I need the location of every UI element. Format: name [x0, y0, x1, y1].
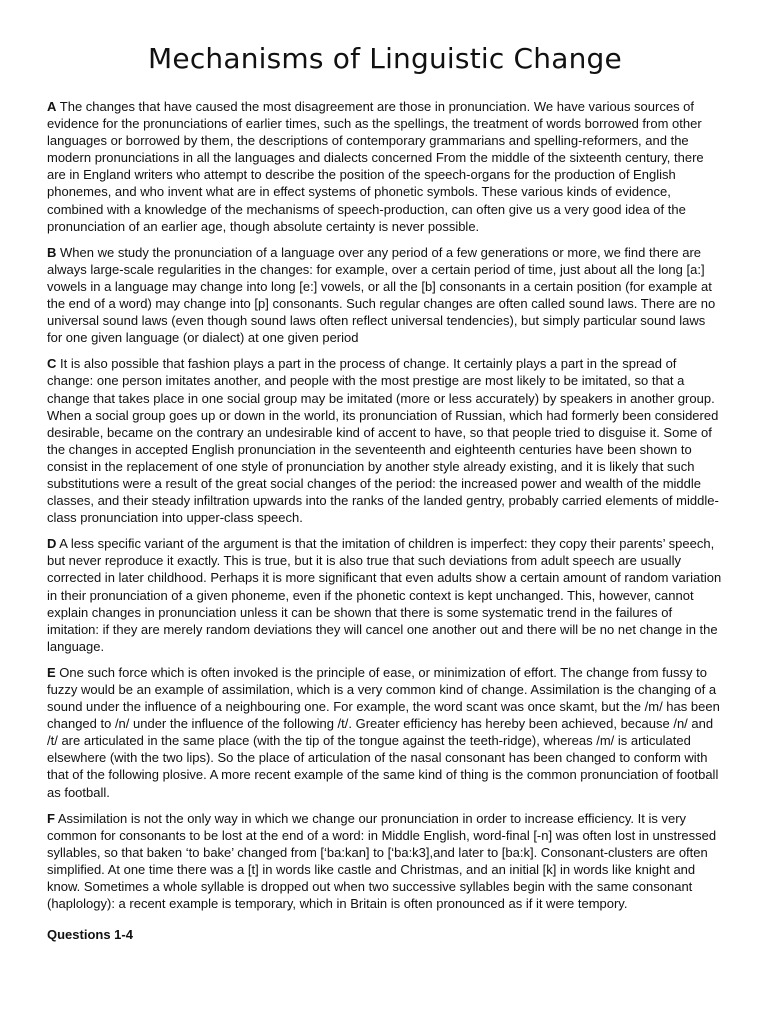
- paragraph-letter: F: [47, 810, 55, 826]
- paragraph-d: [47, 535, 723, 655]
- paragraph-letter: D: [47, 536, 57, 552]
- paragraph-b: [47, 244, 723, 347]
- paragraph-text: When we study the pronunciation of a language over any period of a few generations or more, we find there are always large-scale regularities in the changes: for example, over a certain period of time, just about all the long [a:] vowels in a language may change into long [e:] vowels, or all the [b] consonants in a certain position (for example at the end of a word) may change into [p] consonants. Such regular changes are often called sound laws. There are no universal sound laws (even though sound laws often reflect universal tendencies), but simply particular sound laws for one given language (or dialect) at one given period: [47, 244, 716, 346]
- paragraph-e: [47, 664, 723, 801]
- paragraph-text: It is also possible that fashion plays a part in the process of change. It certainly plays a part in the spread of change: one person imitates another, and people with the most prestige are most likely to be imitated, so that a change that takes place in one social group may be imitated (more or less accurately) by speakers in another group. When a social group goes up or down in the world, its pronunciation of Russian, which had formerly been considered desirable, became on the contrary an undesirable kind of accent to have, so that people tried to disguise it. Some of the changes in accepted English pronunciation in the seventeenth and eighteenth centuries have been shown to consist in the replacement of one style of pronunciation by another style already existing, and it is likely that such substitutions were a result of the great social changes of the period: the increased power and wealth of the middle classes, and their steady infiltration upwards into the ranks of the landed gentry, probably carried elements of middle-class pronunciation into upper-class speech.: [47, 356, 719, 526]
- paragraph-text: The changes that have caused the most disagreement are those in pronunciation. We have various sources of evidence for the pronunciations of earlier times, such as the spellings, the treatment of words borrowed from other languages or borrowed by them, the descriptions of contemporary grammarians and spelling-reformers, and the modern pronunciations in all the languages and dialects concerned From the middle of the sixteenth century, there are in England writers who attempt to describe the position of the speech-organs for the production of English phonemes, and who invent what are in effect systems of phonetic symbols. These various kinds of evidence, combined with a knowledge of the mechanisms of speech-production, can often give us a very good idea of the pronunciation of an earlier age, though absolute certainty is never possible.: [47, 99, 704, 234]
- paragraph-letter: A: [47, 99, 57, 114]
- document-page: [47, 40, 723, 943]
- paragraph-letter: E: [47, 664, 56, 680]
- paragraph-text: Assimilation is not the only way in which we change our pronunciation in order to increase efficiency. It is very common for consonants to be lost at the end of a word: in Middle English, word-final [-n] was often lost in unstressed syllables, so that baken ‘to bake’ changed from [‘ba:kan] to [‘ba:k3],and later to [ba:k]. Consonant-clusters are often simplified. At one time there was a [t] in words like castle and Christmas, and an initial [k] in words like knight and know. Sometimes a whole syllable is dropped out when two successive syllables begin with the same consonant (haplology): a recent example is temporary, which in Britain is often pronounced as if it were tempory.: [47, 810, 717, 912]
- paragraph-c: [47, 355, 723, 526]
- questions-heading: Questions 1-4: [47, 927, 133, 943]
- paragraph-letter: C: [47, 356, 57, 372]
- paragraph-letter: B: [47, 244, 57, 260]
- paragraph-text: One such force which is often invoked is the principle of ease, or minimization of effort. The change from fussy to fuzzy would be an example of assimilation, which is a very common kind of change. Assimilation is the changing of a sound under the influence of a neighbouring one. For example, the word scant was once skamt, but the /m/ has been changed to /n/ under the influence of the following /t/. Greater efficiency has hereby been achieved, because /n/ and /t/ are articulated in the same place (with the tip of the tongue against the teeth-ridge), whereas /m/ is articulated elsewhere (with the two lips). So the place of articulation of the nasal consonant has been changed to conform with that of the following plosive. A more recent example of the same kind of thing is the common pronunciation of football as football.: [47, 664, 720, 800]
- paragraph-a: [47, 98, 723, 235]
- page-title: Mechanisms of Linguistic Change: [148, 42, 622, 75]
- paragraph-text: A less specific variant of the argument is that the imitation of children is imperfect: they copy their parents’ speech, but never reproduce it exactly. This is true, but it is also true that such deviations from adult speech are usually corrected in later childhood. Perhaps it is more significant that even adults show a certain amount of random variation in their pronunciation of a given phoneme, even if the phonetic context is kept unchanged. This, however, cannot explain changes in pronunciation unless it can be shown that there is some systematic trend in the failures of imitation: if they are merely random deviations they will cancel one another out and there will be no net change in the language.: [47, 536, 722, 654]
- paragraph-f: [47, 810, 723, 913]
